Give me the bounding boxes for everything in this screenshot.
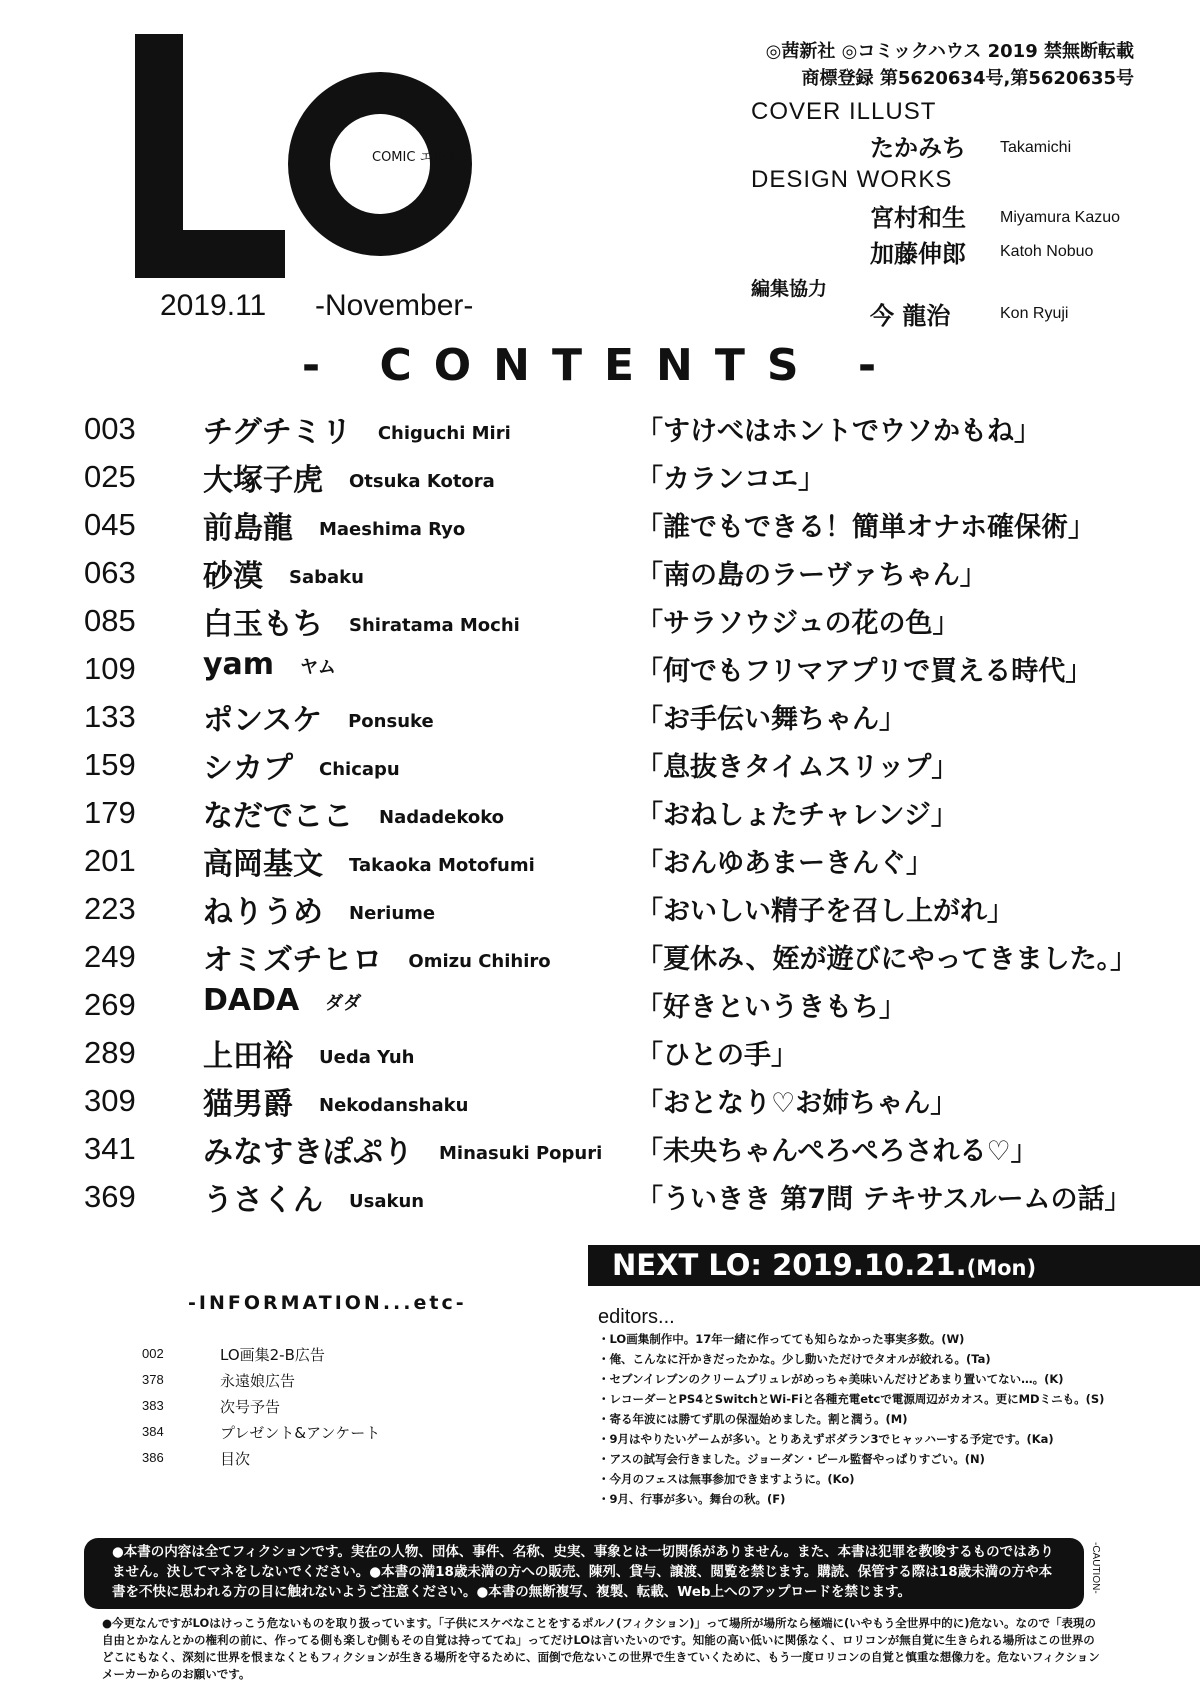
author-roman: Nadadekoko bbox=[379, 807, 505, 828]
next-issue-weekday: (Mon) bbox=[966, 1256, 1037, 1280]
contents-heading: - CONTENTS - bbox=[301, 340, 899, 391]
cover-illust-roman: Takamichi bbox=[1000, 139, 1072, 156]
author-roman: ダダ bbox=[325, 992, 362, 1014]
contents-row bbox=[0, 1077, 1200, 1125]
author-name: yam ヤム bbox=[203, 647, 336, 682]
author-name: ねりうめ Neriume bbox=[203, 895, 436, 930]
design-works-label: DESIGN WORKS bbox=[751, 166, 953, 193]
editor-comment: ・アスの試写会行きました。ジョーダン・ピール監督やっぱりすごい。(N) bbox=[598, 1452, 985, 1466]
cover-illust-label: COVER ILLUST bbox=[751, 98, 937, 125]
editor-comment: ・今月のフェスは無事参加できますように。(Ko) bbox=[598, 1472, 855, 1486]
author-name: 高岡基文 Takaoka Motofumi bbox=[203, 847, 535, 882]
editorial-cooperation-name: 今 龍治 bbox=[870, 302, 951, 330]
editor-comment: ・セブンイレブンのクリームブリュレがめっちゃ美味いんだけどあまり置いてない…。(K) bbox=[598, 1372, 1064, 1386]
author-roman: Nekodanshaku bbox=[319, 1095, 469, 1116]
contents-row bbox=[0, 741, 1200, 789]
author-roman: Neriume bbox=[349, 903, 436, 924]
copyright-line: ◎茜新社 ◎コミックハウス 2019 禁無断転載 bbox=[765, 41, 1134, 62]
story-title: 「おとなり♡お姉ちゃん」 bbox=[636, 1088, 958, 1119]
information-label: 永遠娘広告 bbox=[220, 1372, 296, 1390]
copyright-block bbox=[766, 38, 1134, 92]
author-roman: Shiratama Mochi bbox=[349, 615, 520, 636]
editorial-cooperation-roman: Kon Ryuji bbox=[1000, 305, 1069, 322]
trademark-line: 商標登録 第5620634号,第5620635号 bbox=[801, 68, 1134, 89]
cover-illust-name: たかみち bbox=[870, 134, 966, 162]
contents-row bbox=[0, 693, 1200, 741]
information-label: LO画集2-B広告 bbox=[220, 1346, 325, 1364]
author-roman: ヤム bbox=[300, 656, 336, 678]
story-title: 「お手伝い舞ちゃん」 bbox=[636, 704, 906, 735]
information-label: プレゼント&アンケート bbox=[220, 1424, 381, 1442]
next-issue-date: 2019.10.21. bbox=[772, 1248, 967, 1282]
design-works-roman-2: Katoh Nobuo bbox=[1000, 243, 1094, 260]
page-number: 085 bbox=[84, 603, 136, 638]
story-title: 「すけべはホントでウソかもね」 bbox=[636, 416, 1041, 447]
story-title: 「息抜きタイムスリップ」 bbox=[636, 752, 959, 783]
author-roman: Takaoka Motofumi bbox=[349, 855, 535, 876]
next-issue-banner bbox=[588, 1245, 1200, 1286]
story-title: 「サラソウジュの花の色」 bbox=[636, 608, 960, 639]
information-page: 383 bbox=[142, 1398, 164, 1413]
story-title: 「ひとの手」 bbox=[636, 1040, 798, 1071]
editor-comment: ・俺、こんなに汗かきだったかな。少し動いただけでタオルが絞れる。(Ta) bbox=[598, 1352, 991, 1366]
issue-date: 2019.11 bbox=[160, 289, 267, 322]
page-number: 309 bbox=[84, 1083, 136, 1118]
information-label: 次号予告 bbox=[220, 1398, 281, 1416]
contents-row bbox=[0, 885, 1200, 933]
page-number: 109 bbox=[84, 651, 136, 686]
author-roman: Minasuki Popuri bbox=[439, 1143, 603, 1164]
contents-row bbox=[0, 933, 1200, 981]
author-roman: Maeshima Ryo bbox=[319, 519, 466, 540]
author-name: オミズチヒロ Omizu Chihiro bbox=[203, 943, 551, 978]
contents-row bbox=[0, 453, 1200, 501]
author-name: シカプ Chicapu bbox=[203, 751, 400, 786]
author-roman: Chiguchi Miri bbox=[377, 423, 511, 444]
information-heading: -INFORMATION...etc- bbox=[188, 1292, 467, 1314]
page-number: 341 bbox=[84, 1131, 136, 1166]
contents-row bbox=[0, 501, 1200, 549]
page-number: 179 bbox=[84, 795, 136, 830]
contents-row bbox=[0, 837, 1200, 885]
story-title: 「おねしょたチャレンジ」 bbox=[636, 800, 958, 831]
editor-comment: ・9月、行事が多い。舞台の秋。(F) bbox=[598, 1492, 786, 1506]
caution-box bbox=[84, 1538, 1084, 1609]
story-title: 「ういきき 第7問 テキサスルームの話」 bbox=[636, 1184, 1132, 1215]
editor-comment: ・レコーダーとPS4とSwitchとWi-Fiと各種充電etcで電源周辺がカオス。更にMDミニも。(S) bbox=[598, 1392, 1105, 1406]
page-number: 045 bbox=[84, 507, 136, 542]
page-number: 223 bbox=[84, 891, 136, 926]
story-title: 「おんゆあまーきんぐ」 bbox=[636, 848, 933, 879]
author-roman: Ueda Yuh bbox=[319, 1047, 415, 1068]
author-roman: Omizu Chihiro bbox=[408, 951, 551, 972]
story-title: 「夏休み、姪が遊びにやってきました。」 bbox=[636, 944, 1138, 975]
story-title: 「未央ちゃんぺろぺろされる♡」 bbox=[636, 1136, 1038, 1167]
author-name: 上田裕 Ueda Yuh bbox=[203, 1039, 415, 1074]
information-page: 378 bbox=[142, 1372, 164, 1387]
design-works-roman-1: Miyamura Kazuo bbox=[1000, 209, 1121, 226]
author-name: 前島龍 Maeshima Ryo bbox=[203, 511, 466, 546]
author-roman: Ponsuke bbox=[348, 711, 434, 732]
caution-side-label-right: -CAUTION- bbox=[1090, 1542, 1101, 1594]
story-title: 「何でもフリマアプリで買える時代」 bbox=[636, 656, 1093, 687]
author-name: 白玉もち Shiratama Mochi bbox=[203, 607, 520, 642]
author-name: うさくん Usakun bbox=[203, 1183, 425, 1218]
page-number: 063 bbox=[84, 555, 136, 590]
design-works-name-2: 加藤伸郎 bbox=[870, 240, 966, 268]
footer-notice: ●今更なんですがLOはけっこう危ないものを取り扱っています。「子供にスケベなことをするポルノ(フィクション)」って場所が場所なら極端に(いやもう全世界中的に)危ない。なので「表現の自由とかなんとかの権利の前に、作ってる側も楽しむ側もその自覚は持っててね」ってだけLOは言いたいのです。知能の高い低いに関係なく、ロリコンが無自覚に生きられる場所はこの世界のどこにもなく、深刻に世界を恨まなくともフィクションが生きる場所を守るために、面倒で危ないこの世界で生きていくために、もう一度ロリコンの自覚と慎重な想像力を。危ないフィクションメーカーからのお願いです。 bbox=[102, 1616, 1100, 1681]
editor-comment: ・9月はやりたいゲームが多い。とりあえずボダラン3でヒャッハーする予定です。(Ka) bbox=[598, 1432, 1054, 1446]
information-page: 384 bbox=[142, 1424, 164, 1439]
author-name: 砂漠 Sabaku bbox=[203, 559, 364, 594]
author-name: DADA ダダ bbox=[203, 983, 362, 1018]
contents-row bbox=[0, 1029, 1200, 1077]
editorial-cooperation-label: 編集協力 bbox=[751, 278, 828, 300]
next-issue-label: NEXT LO: bbox=[612, 1248, 763, 1282]
editor-comment: ・LO画集制作中。17年一緒に作ってても知らなかった事実多数。(W) bbox=[598, 1332, 965, 1346]
contents-row bbox=[0, 405, 1200, 453]
page-number: 369 bbox=[84, 1179, 136, 1214]
author-name: なだでここ Nadadekoko bbox=[203, 799, 505, 834]
caution-text: ●本書の内容は全てフィクションです。実在の人物、団体、事件、名称、史実、事象とは一切関係がありません。また、本書は犯罪を教唆するものではありません。決してマネをしないでください。●本書の満18歳未満の方への販売、陳列、貸与、譲渡、閲覧を禁じます。購読、保管する際は18歳未満の方や本書を不快に思われる方の目に触れないようご注意ください。●本書の無断複写、複製、転載、Web上へのアップロードを禁じます。 bbox=[112, 1544, 1054, 1600]
author-roman: Chicapu bbox=[319, 759, 400, 780]
author-roman: Sabaku bbox=[289, 567, 364, 588]
story-title: 「カランコエ」 bbox=[636, 464, 825, 495]
page-number: 025 bbox=[84, 459, 136, 494]
information-page: 386 bbox=[142, 1450, 164, 1465]
editor-comment: ・寄る年波には勝てず肌の保湿始めました。割と潤う。(M) bbox=[598, 1412, 908, 1426]
author-name: みなすきぽぷり Minasuki Popuri bbox=[203, 1135, 603, 1170]
page-number: 269 bbox=[84, 987, 136, 1022]
page-number: 201 bbox=[84, 843, 136, 878]
author-name: 大塚子虎 Otsuka Kotora bbox=[203, 463, 495, 498]
information-label: 目次 bbox=[220, 1450, 251, 1468]
contents-row bbox=[0, 981, 1200, 1029]
contents-row bbox=[0, 1173, 1200, 1221]
design-works-name-1: 宮村和生 bbox=[870, 204, 966, 232]
author-roman: Usakun bbox=[349, 1191, 425, 1212]
contents-row bbox=[0, 645, 1200, 693]
author-name: ポンスケ Ponsuke bbox=[203, 703, 434, 738]
author-name: 猫男爵 Nekodanshaku bbox=[203, 1087, 469, 1122]
page-number: 249 bbox=[84, 939, 136, 974]
editors-heading: editors... bbox=[598, 1306, 675, 1328]
contents-row bbox=[0, 789, 1200, 837]
story-title: 「好きというきもち」 bbox=[636, 992, 906, 1023]
story-title: 「おいしい精子を召し上がれ」 bbox=[636, 896, 1014, 927]
story-title: 「南の島のラーヴァちゃん」 bbox=[636, 560, 987, 591]
page-number: 289 bbox=[84, 1035, 136, 1070]
author-roman: Otsuka Kotora bbox=[349, 471, 495, 492]
page-number: 133 bbox=[84, 699, 136, 734]
information-page: 002 bbox=[142, 1346, 164, 1361]
issue-month: -November- bbox=[315, 289, 474, 322]
page-number: 159 bbox=[84, 747, 136, 782]
contents-row bbox=[0, 597, 1200, 645]
story-title: 「誰でもできる！簡単オナホ確保術」 bbox=[636, 512, 1095, 543]
author-name: チグチミリ Chiguchi Miri bbox=[203, 415, 511, 450]
logo-subtitle: COMIC エルオー bbox=[372, 150, 472, 165]
contents-row bbox=[0, 549, 1200, 597]
contents-row bbox=[0, 1125, 1200, 1173]
page-number: 003 bbox=[84, 411, 136, 446]
